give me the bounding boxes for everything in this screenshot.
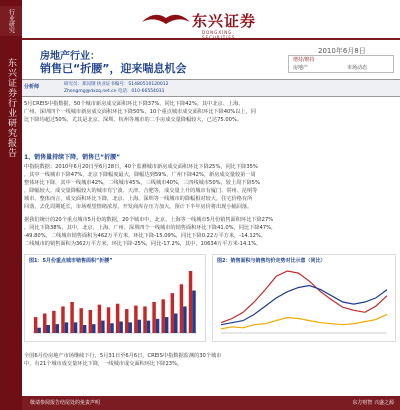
brand-logo: [140, 8, 257, 35]
chart-1-bar: [147, 321, 150, 333]
chart-1: [24, 254, 206, 342]
chart-2-series-line: [221, 314, 387, 329]
body-line: 中指院数据：2010年6月20日至6月28日，40个监测城市新房成交面积环比下降25%，同比下降35%: [24, 164, 258, 170]
sidebar-vertical-title: 东兴证券行业研究报告: [6, 58, 16, 158]
footer-slogan: 东方财智 兴盛之源: [352, 400, 394, 406]
report-title-line1: 房地产行业：: [40, 51, 100, 62]
chart-1-bar: [156, 319, 159, 333]
chart-1-bar: [125, 309, 128, 333]
body-line: 整体环比下降，其中一线城市42%，二线城市45%，三线城市40%，三四线城市50%，较上周下降5%: [24, 180, 260, 187]
intro-line: 比下降均超过50%，尤其是北京、深圳、杭州等城市的二手房成交量降幅较大，已达75.00%。: [24, 117, 243, 124]
report-date: 2010年6月8日: [318, 47, 366, 55]
chart-1-bar: [79, 308, 82, 333]
chart-1-bar: [165, 317, 168, 333]
rating-industry: 房地产: [293, 65, 309, 71]
chart-1-bar: [189, 271, 192, 333]
chart-1-bar: [43, 314, 46, 333]
chart-1-bar: [70, 302, 73, 333]
intro-line: 5月CREIS中指数据，50个城市新房成交面积环比下降37%，同比下降42%。其中北京、上海、: [24, 101, 244, 107]
chart-1-bar: [56, 324, 59, 333]
chart-1-bar: [61, 306, 64, 333]
chart-1-title: 图1：5月份重点城市销售面积“折腰”: [29, 258, 113, 264]
chart-1-plot: [27, 265, 203, 339]
chart-1-bar: [174, 314, 177, 333]
chart-2-series-line: [221, 271, 387, 323]
chart-1-bar: [116, 304, 119, 333]
chart-1-bar: [101, 321, 104, 333]
bottom-paragraph: [24, 352, 394, 368]
chart-1-bar: [161, 299, 164, 333]
chart-2: [212, 254, 396, 342]
body-line: -49.80%，二线城市销售面积为462万平方米，环比下降-15.09%，同比下降0.22万平方米，-14.12%。: [24, 233, 267, 240]
chart-1-bar: [180, 284, 183, 333]
chart-1-bar: [46, 325, 49, 333]
chart-1-bar: [37, 328, 40, 333]
chart-1-bar: [98, 305, 101, 333]
intro-line: 广州、深圳四个一线城市新房成交面积环比下降50%，10个重点城市成交面积环比下降40%以上，同: [24, 109, 256, 116]
analyst-bar: [22, 79, 400, 97]
chart-2-title: 图2：销售面积与销售均价走势对比示意（同比）: [217, 258, 326, 264]
rating-sector: 市场动态: [347, 65, 368, 71]
chart-1-bar: [34, 317, 37, 333]
footer-bar: [22, 396, 400, 410]
body-line: ，降幅较大。成交量降幅较大的城市有宁波、天津、合肥等，成交量上升的城市有厦门、常州、昆明等: [24, 188, 258, 195]
body-line: 全国6月份房地产市场继续下行，5月31日至6月6日，CREIS中指数据监测的30个城市: [24, 353, 222, 359]
rating-box: [288, 55, 394, 73]
report-title-line2: 销售已“折腰”，迎来喘息机会: [40, 62, 187, 75]
body-paragraph-2: [24, 216, 394, 248]
body-line: 二线城市的销售面积为362万平方米，环比下降-25%，同比-17.2%，其中，10634万平方米-14.1%。: [24, 241, 262, 248]
chart-1-bar: [92, 324, 95, 333]
left-sidebar: [0, 0, 22, 410]
header-rule: [22, 38, 400, 40]
intro-paragraph: [24, 100, 394, 124]
body-line: 中，有21个城市成交量环比下降，一线城市成交面积环比下降23%。: [24, 361, 183, 368]
footer-disclaimer: 敬请参阅报告结尾处的免责声明: [30, 400, 101, 406]
brand-name-en: DONGXING: [202, 30, 233, 35]
rating-label: 增持/维持: [293, 57, 315, 63]
section-heading-1: 1、销售量持续下降，销售已“折腰”: [24, 154, 121, 161]
body-line: 据我们统计的20个重点城市5月份的数据，20个城市中，北京、上海等一线城市5月份销售面积环比下降27%: [24, 217, 274, 223]
chart-1-bar: [89, 310, 92, 333]
analyst-line2: Zhengmg@dxzq.net.cn 电话：010-66554031: [64, 89, 165, 94]
chart-1-bar: [143, 306, 146, 333]
chart-1-bar: [134, 306, 137, 333]
analyst-label: 分析师: [24, 84, 40, 90]
chart-1-bar: [110, 323, 113, 333]
chart-1-bar: [171, 293, 174, 333]
chart-1-bar: [107, 307, 110, 333]
chart-1-bar: [74, 322, 77, 333]
body-line: 城市。整体而言，成交面积环比下降，北京、上海、深圳等一线城市的降幅相对较大，住宅价格有所: [24, 196, 253, 203]
chart-1-bar: [183, 306, 186, 333]
body-line: ，其中一线城市下降47%，北京下降幅度最大，降幅达到59%，广州下降42%，新房成交量较第一周: [24, 172, 256, 179]
chart-1-bar: [52, 311, 55, 333]
chart-1-bar: [128, 322, 131, 333]
brand-mark-icon: [140, 8, 192, 32]
report-type-tag: 行业研究: [0, 6, 22, 36]
body-paragraph-1: [24, 163, 394, 212]
chart-1-bar: [152, 302, 155, 333]
chart-1-bar: [65, 322, 68, 333]
chart-2-series-line: [221, 286, 387, 325]
chart-2-plot: [215, 265, 393, 339]
chart-1-bar: [138, 320, 141, 333]
brand-name: 东兴证券: [192, 11, 257, 30]
body-line: ，同比下降38%，其中，北京、上海、广州、深圳四个一线城市的销售面积环比下降41.0%，同比下降47%，: [24, 225, 277, 232]
chart-1-bar: [192, 290, 195, 333]
chart-1-bar: [119, 321, 122, 333]
body-line: 回落，去化周期延长，市场观望情绪浓厚，开发商库存压力加大。预计下半年房价将出现小幅回落。: [24, 204, 253, 211]
analyst-line1: 研究员：郑闵钢 执业证书编号：S1480510120012: [64, 82, 169, 87]
chart-1-bar: [83, 325, 86, 333]
